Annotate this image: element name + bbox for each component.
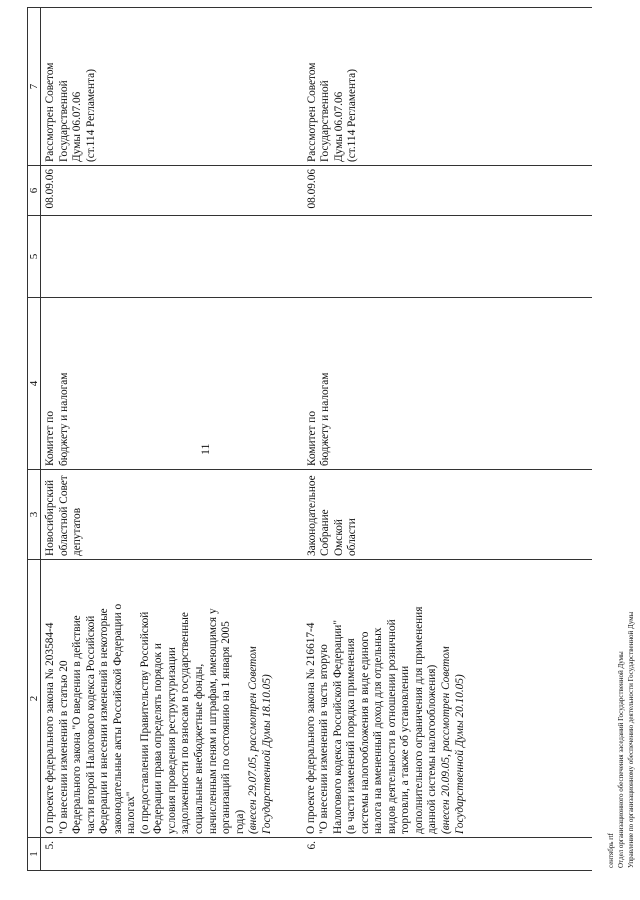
text-line: Собрание Омской [319, 509, 345, 556]
empty-cell [296, 216, 593, 298]
text-line: Комитет по [305, 410, 318, 466]
row-number: 6. [305, 841, 318, 850]
text-line: Федерации и внесении изменений в некоторые [98, 608, 111, 834]
text-line: Думы 06.07.06 [332, 91, 345, 162]
text-line: данной системы налогообложения) [426, 664, 439, 834]
bills-table [27, 7, 592, 871]
text-line: депутатов [71, 507, 84, 556]
text-line: законодательные акты Российской Федерации о [111, 603, 124, 834]
document-footer [606, 612, 636, 868]
row-number: 5. [44, 841, 56, 850]
text-line: Комитет по [44, 410, 56, 466]
text-line: (ст.114 Регламента) [84, 69, 97, 162]
column-header: 1 [28, 838, 41, 871]
text-line: областной Совет [57, 475, 70, 556]
text-line: Отдел организационного обеспечения заседаний Государственной Думы [617, 651, 625, 868]
text-line: Рассмотрен Советом [44, 62, 56, 162]
column-header: 6 [28, 166, 41, 216]
text-line: налогах" [125, 791, 138, 834]
text-line: системы налогообложения в виде единого [358, 631, 371, 834]
text-line: "О внесении изменений в часть вторую [318, 644, 331, 834]
column-header: 3 [28, 470, 41, 560]
status-cell [41, 8, 296, 166]
text-line: сентябрь rtf [607, 833, 615, 868]
initiator-cell [296, 470, 593, 560]
bill-note-line: (внесен 29.07.05, рассмотрен Советом [247, 646, 260, 834]
text-line: года) [233, 809, 246, 834]
text-line: части второй Налогового кодекса Российской [84, 615, 97, 834]
date-cell: 08.09.06 [41, 166, 296, 216]
column-header: 2 [28, 560, 41, 838]
text-line: (о предоставлении Правительству Российской [138, 611, 151, 834]
text-line: задолженности по взносам в государственные [179, 612, 192, 834]
text-line: торговли, а также об установлении [399, 665, 412, 834]
text-line: Законодательное [305, 475, 318, 556]
text-line: видов деятельности в отношении розничной [385, 619, 398, 834]
table-row [296, 8, 593, 871]
committee-cell [296, 298, 593, 470]
committee-cell [41, 298, 296, 470]
text-line: организаций по состоянию на 1 января 2005 [220, 621, 233, 834]
column-header: 7 [28, 8, 41, 166]
text-line: условия проведения реструктуризации [165, 647, 178, 834]
column-header: 5 [28, 216, 41, 298]
text-line: О проекте федерального закона № 203584-4 [44, 622, 56, 834]
text-line: Думы 06.07.06 [71, 91, 84, 162]
text-line: социальные внебюджетные фонды, [193, 663, 206, 834]
status-cell [296, 8, 593, 166]
bill-cell [41, 560, 296, 838]
text-line: дополнительного ограничения для применения [412, 606, 425, 834]
table-row [41, 8, 296, 871]
text-line: (ст.114 Регламента) [346, 69, 359, 162]
bill-cell [296, 560, 593, 838]
text-line: налога на вмененный доход для отдельных [372, 627, 385, 834]
bill-note-line: (внесен 20.09.05, рассмотрен Советом [439, 646, 452, 834]
text-line: бюджету и налогам [319, 372, 332, 466]
text-line: Рассмотрен Советом [305, 62, 318, 162]
empty-cell [41, 216, 296, 298]
bill-note-line: Государственной Думы 20.10.05) [453, 674, 466, 834]
table-header-row [28, 8, 41, 871]
date-cell: 08.09.06 [296, 166, 593, 216]
text-line: "О внесении изменений в статью 20 [57, 660, 70, 834]
row-number-cell [296, 838, 593, 871]
text-line: Государственной [57, 80, 70, 162]
text-line: О проекте федерального закона № 216617-4 [304, 622, 317, 834]
bill-note-line: Государственной Думы 18.10.05) [260, 674, 273, 834]
text-line: Государственной [319, 80, 332, 162]
row-number-cell [41, 838, 296, 871]
text-line: области [346, 518, 359, 556]
page-number: 11 [198, 443, 212, 455]
initiator-cell [41, 470, 296, 560]
text-line: Федерального закона "О введении в действие [71, 615, 84, 834]
text-line: Новосибирский [44, 479, 56, 556]
text-line: Федерации права определять порядок и [152, 643, 165, 834]
text-line: бюджету и налогам [57, 372, 70, 466]
text-line: Налогового кодекса Российской Федерации" [331, 620, 344, 834]
text-line: начисленным пеням и штрафам, имеющимся у [206, 608, 219, 834]
column-header: 4 [28, 298, 41, 470]
text-line: Управление по организационному обеспечению деятельности Государственной Думы [627, 611, 635, 868]
text-line: (в части изменений порядка применения [345, 638, 358, 834]
